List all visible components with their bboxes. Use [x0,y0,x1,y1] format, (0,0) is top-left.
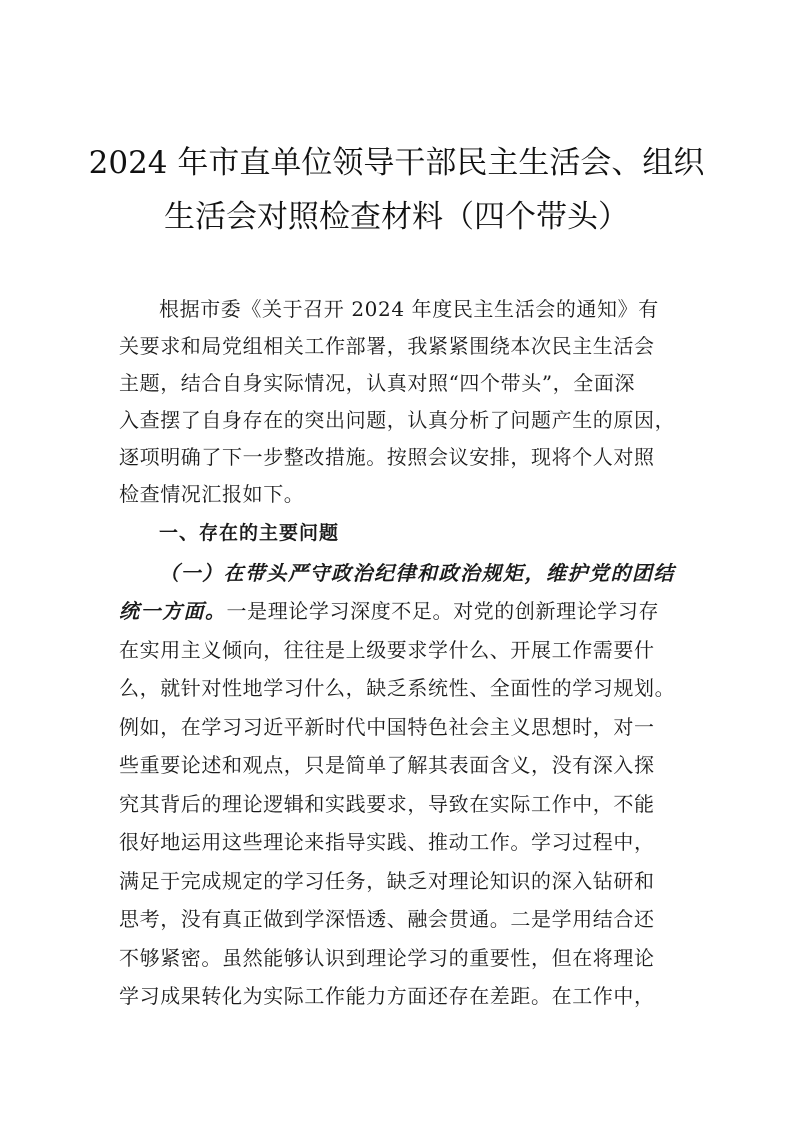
subsection-line: 究其背后的理论逻辑和实践要求，导致在实际工作中，不能 [119,792,655,816]
section-heading: 一、存在的主要问题 [159,522,340,544]
subsection-line: 不够紧密。虽然能够认识到理论学习的重要性，但在将理论 [119,946,655,970]
subsection-line: 很好地运用这些理论来指导实践、推动工作。学习过程中， [119,830,655,854]
subsection-line: 思考，没有真正做到学深悟透、融会贯通。二是学用结合还 [119,907,655,931]
intro-line: 根据市委《关于召开 2024 年度民主生活会的通知》有 [159,297,659,321]
intro-line: 入查摆了自身存在的突出问题，认真分析了问题产生的原因， [119,408,676,432]
intro-line: 关要求和局党组相关工作部署，我紧紧围绕本次民主生活会 [119,334,655,358]
subsection-text: 一是理论学习深度不足。对党的创新理论学习存 [226,599,660,623]
subsection-line: 满足于完成规定的学习任务，缺乏对理论知识的深入钻研和 [119,869,655,893]
subsection-heading-line-1: （一）在带头严守政治纪律和政治规矩，维护党的团结 [159,561,675,585]
subsection-line: 么，就针对性地学习什么，缺乏系统性、全面性的学习规划。 [119,676,676,700]
intro-line: 检查情况汇报如下。 [119,482,305,506]
subsection-line: 在实用主义倾向，往往是上级要求学什么、开展工作需要什 [119,638,655,662]
subsection-line: 例如，在学习习近平新时代中国特色社会主义思想时，对一 [119,715,655,739]
subsection-line: 些重要论述和观点，只是简单了解其表面含义，没有深入探 [119,753,655,777]
subsection-heading-line-2: 统一方面。 [119,599,227,623]
intro-line: 逐项明确了下一步整改措施。按照会议安排，现将个人对照 [119,445,655,469]
intro-line: 主题，结合自身实际情况，认真对照“四个带头”，全面深 [119,371,636,395]
subsection-line [119,596,659,626]
subsection-line: 学习成果转化为实际工作能力方面还存在差距。在工作中， [119,984,655,1008]
document-title-line-1: 2024 年市直单位领导干部民主生活会、组织 [88,145,705,181]
document-title-line-2: 生活会对照检查材料（四个带头） [164,199,629,235]
